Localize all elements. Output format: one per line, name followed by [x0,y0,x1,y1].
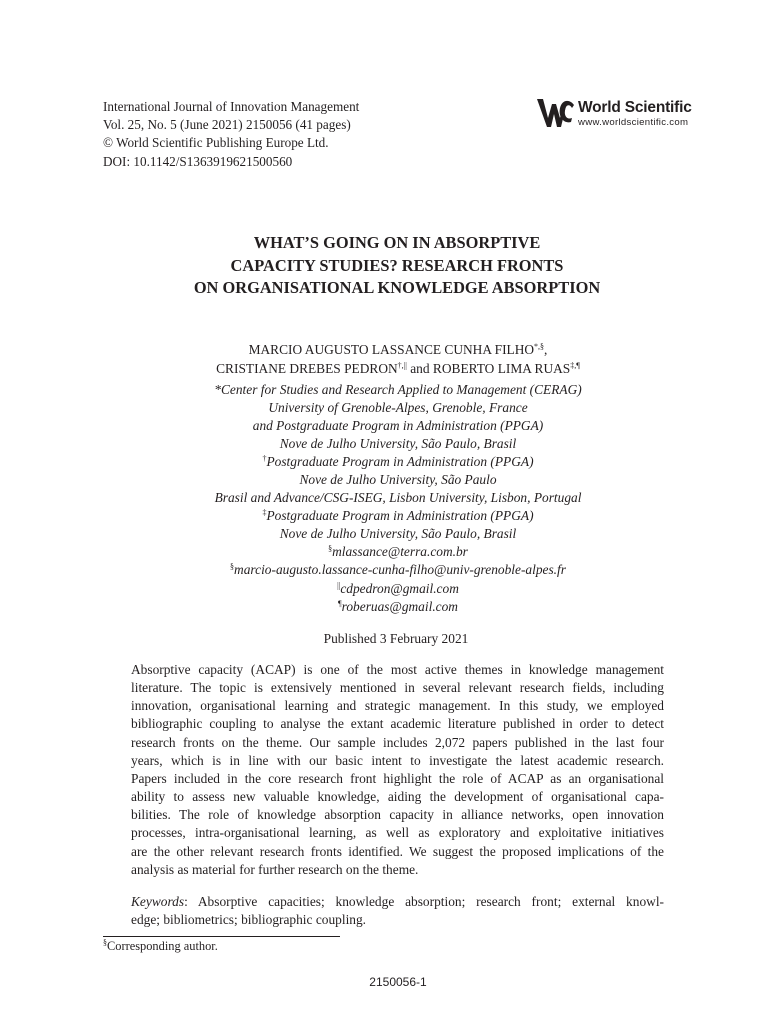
email-address[interactable]: marcio-augusto.lassance-cunha-filho@univ-grenoble-alpes.fr [234,562,566,578]
title-line: ON ORGANISATIONAL KNOWLEDGE ABSORPTION [193,278,601,297]
author-mark: ‡,¶ [570,360,580,370]
abstract-line: research fronts on the theme. Our sample includes 2,072 papers published in the last four [131,734,664,750]
abstract [131,661,664,879]
abstract-line: are the other relevant research fronts identified. We suggest the proposed implications of the [131,843,664,859]
abstract-line: years, which is in line with our basic intent to investigate the latest academic research. [131,752,664,768]
email-address[interactable]: mlassance@terra.com.br [332,544,468,560]
title-line: CAPACITY STUDIES? RESEARCH FRONTS [230,255,564,275]
affiliation-line [0,381,768,399]
footnote [103,939,218,954]
footnote-divider [103,936,340,937]
abstract-line: ability to assess new valuable knowledge, aiding the development of organisational capa- [131,789,664,805]
abstract-line: bilities. The role of knowledge absorption capacity in alliance networks, open innovation [131,807,664,823]
affiliation-line [0,453,768,471]
affiliation-text: and Postgraduate Program in Administration (PPGA) [252,418,544,434]
affiliation-text: Postgraduate Program in Administration (PPGA) [266,454,534,470]
world-scientific-logo-icon [536,96,576,130]
author-line [0,360,768,379]
affiliation-list [0,381,768,616]
author-line [0,341,768,360]
journal-volume: Vol. 25, No. 5 (June 2021) 2150056 (41 pages) [103,117,351,133]
email-line [0,543,768,561]
affiliation-line [0,471,768,489]
publisher-logo [536,96,696,132]
title-line: WHAT’S GOING ON IN ABSORPTIVE [253,233,541,252]
affiliation-mark: § [328,544,333,554]
abstract-line: processes, intra-organisational learning, as well as exploratory and exploitative initiatives [131,825,664,841]
email-line [0,580,768,598]
author-separator: , [544,342,548,357]
author-mark: †,|| [397,360,407,370]
affiliation-line [0,489,768,507]
keywords-text: : Absorptive capacities; knowledge absorption; research front; external knowl- [184,894,664,909]
copyright-line: © World Scientific Publishing Europe Ltd. [103,135,329,151]
affiliation-text: Brasil and Advance/CSG-ISEG, Lisbon University, Lisbon, Portugal [214,490,582,506]
affiliation-text: Nove de Julho University, São Paulo, Brasil [279,436,517,452]
published-date: Published 3 February 2021 [323,631,469,646]
journal-name: International Journal of Innovation Management [103,99,360,114]
affiliation-mark: ¶ [338,598,342,608]
affiliation-text: University of Grenoble-Alpes, Grenoble, France [268,400,528,416]
author-name: MARCIO AUGUSTO LASSANCE CUNHA FILHO [248,342,535,357]
affiliation-text: Postgraduate Program in Administration (PPGA) [266,508,534,524]
email-line [0,561,768,579]
keywords [131,893,664,929]
affiliation-line [0,417,768,435]
keywords-line [131,893,664,911]
abstract-line: Absorptive capacity (ACAP) is one of the most active themes in knowledge management [131,662,664,677]
abstract-line: Papers included in the core research front highlight the role of ACAP as an organisational [131,770,664,786]
abstract-line: bibliographic coupling to analyse the extant academic literature published in order to detect [131,716,664,732]
affiliation-mark: || [337,580,341,590]
abstract-line: innovation, organisational learning and strategic management. In this study, we employed [131,698,664,714]
author-conjunction: and [406,360,433,376]
journal-header [103,98,359,171]
author-name: CRISTIANE DREBES PEDRON [216,360,398,376]
publisher-name: World Scientific [578,99,692,116]
affiliation-mark: ‡ [262,508,267,518]
author-mark: *,§ [534,342,545,351]
abstract-line: analysis as material for further research on the theme. [131,861,419,877]
abstract-line: literature. The topic is extensively mentioned in several relevant research fields, including [131,680,664,696]
keywords-label: Keywords [131,894,185,909]
affiliation-line [0,525,768,543]
affiliation-text: Nove de Julho University, São Paulo [299,472,497,488]
publisher-url: www.worldscientific.com [578,117,689,128]
email-address[interactable]: cdpedron@gmail.com [340,580,459,596]
affiliation-mark: § [230,562,235,572]
footnote-mark: § [103,938,107,947]
keywords-line: edge; bibliometrics; bibliographic coupling. [131,912,367,928]
affiliation-line [0,435,768,453]
paper-title [0,232,768,300]
email-address[interactable]: roberuas@gmail.com [341,598,458,614]
affiliation-text: Nove de Julho University, São Paulo, Brasil [279,526,517,542]
doi-line: DOI: 10.1142/S1363919621500560 [103,153,293,169]
author-list [0,341,768,378]
email-line [0,598,768,616]
affiliation-line [0,399,768,417]
author-name: ROBERTO LIMA RUAS [432,360,571,376]
footnote-text: Corresponding author. [107,939,218,953]
page-number: 2150056-1 [369,975,427,989]
affiliation-line [0,507,768,525]
affiliation-text: *Center for Studies and Research Applied to Management (CERAG) [214,382,582,397]
affiliation-mark: † [262,454,267,464]
